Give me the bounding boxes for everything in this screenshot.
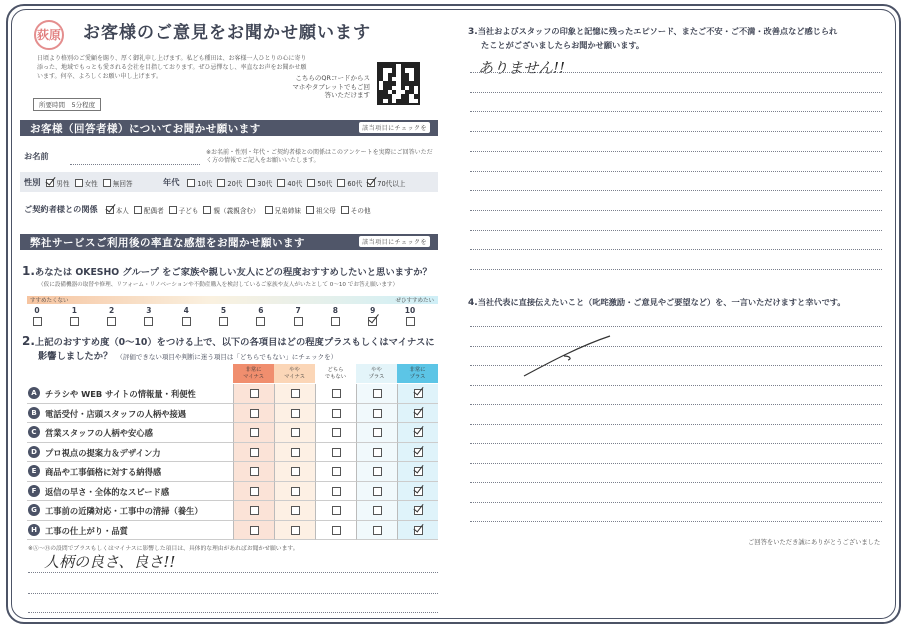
age-30s-option[interactable]: 30代 [247,178,272,188]
influence-cell [356,384,397,404]
item-letter-badge: G [28,504,40,516]
gender-row [24,177,138,188]
answer-line [470,230,882,231]
influence-cell [315,443,356,463]
checkbox[interactable] [337,179,345,187]
influence-checkbox[interactable] [291,389,300,398]
item-label: 営業スタッフの人柄や安心感 [45,428,153,438]
age-40s-option[interactable]: 40代 [277,178,302,188]
customer-section-bar [20,120,438,136]
q3-heading: 3.当社およびスタッフの印象と記憶に残ったエピソード、またご不安・ご不満・改善点など感じられ [468,26,838,37]
influence-row [27,404,438,424]
influence-checkbox[interactable] [332,487,341,496]
influence-cell [315,482,356,502]
answer-line [470,385,882,386]
customer-section-title: お客様（回答者様）についてお聞かせ願います [30,122,261,135]
influence-cell [356,521,397,541]
q1-subtext: （仮に設備機器の取替や修理、リフォーム・リノベーションや不動産購入を検討しているご家族や友人がいたとして 0〜10 でお答え願います） [38,282,399,288]
scale-number: 6 [258,306,264,315]
influence-cell [233,482,274,502]
scale-checkbox-5[interactable] [219,317,228,326]
influence-checkbox[interactable] [414,467,423,476]
influence-column-header: 非常に マイナス [233,364,274,383]
checkbox[interactable] [187,179,195,187]
checkbox[interactable] [306,206,314,214]
influence-cell [274,443,315,463]
influence-checkbox[interactable] [250,428,259,437]
influence-cell [274,423,315,443]
influence-row [27,462,438,482]
item-letter-badge: A [28,387,40,399]
page-title: お客様のご意見をお聞かせ願います [83,23,371,43]
influence-column-header: やや マイナス [274,364,315,383]
item-letter-badge: E [28,465,40,477]
answer-line [470,424,882,425]
checkbox[interactable] [106,206,114,214]
gender-label: 性別 [24,177,41,187]
recommend-scale [27,296,438,328]
influence-row [27,443,438,463]
influence-cell [397,501,438,521]
scale-number: 10 [404,306,416,315]
influence-cell [274,521,315,541]
influence-checkbox[interactable] [373,506,382,515]
scale-number: 1 [71,306,77,315]
influence-checkbox[interactable] [250,506,259,515]
answer-line [470,190,882,191]
thanks-message: ご回答をいただき誠にありがとうございました [748,539,881,546]
checkbox[interactable] [134,206,142,214]
reason-note: ※Ⓐ〜Ⓗの設問でプラスもしくはマイナスに影響した項目は、具体的な理由があればお聞かせ願います。 [28,546,299,552]
scale-checkbox-4[interactable] [182,317,191,326]
influence-cell [233,462,274,482]
answer-line [470,249,882,250]
survey-check-note: 該当項目にチェックを [359,236,430,247]
relation-self-option[interactable]: 本人 [106,205,129,215]
influence-checkbox[interactable] [291,526,300,535]
influence-cell [233,501,274,521]
answer-line [470,463,882,464]
relation-row [24,204,376,215]
influence-cell [274,501,315,521]
relation-other-option[interactable]: その他 [341,205,371,215]
influence-cell [315,423,356,443]
scale-checkbox-1[interactable] [70,317,79,326]
age-60s-option[interactable]: 60代 [337,178,362,188]
answer-line [470,443,882,444]
scale-checkbox-6[interactable] [256,317,265,326]
q3-answer: ありません!! [478,59,566,77]
influence-checkbox[interactable] [250,448,259,457]
influence-checkbox[interactable] [291,409,300,418]
influence-checkbox[interactable] [291,467,300,476]
influence-column-header: どちら でもない [315,364,356,383]
reason-line-1 [28,572,438,573]
item-letter-badge: H [28,524,40,536]
scale-number: 5 [220,306,227,315]
influence-cell [274,462,315,482]
checkbox[interactable] [203,206,211,214]
checkbox[interactable] [103,179,111,187]
influence-cell [274,482,315,502]
reason-answer: 人柄の良さ、良さ!! [44,553,176,571]
gender-male-option[interactable]: 男性 [46,178,69,188]
age-row [163,177,410,188]
qr-instruction: こちらのQRコードからスマホやタブレットでもご回答いただけます [292,74,370,99]
scale-number: 8 [332,306,338,315]
name-label: お名前 [24,151,49,161]
item-label: 工事の仕上がり・品質 [45,525,128,536]
age-20s-option[interactable]: 20代 [217,178,242,188]
influence-checkbox[interactable] [332,409,341,418]
item-letter-badge: B [28,407,40,419]
age-70s-option[interactable]: 70代以上 [367,178,405,188]
relation-sibling-option[interactable]: 兄弟姉妹 [265,205,301,215]
influence-checkbox[interactable] [332,389,341,398]
influence-checkbox[interactable] [332,526,341,535]
influence-checkbox[interactable] [332,448,341,457]
influence-checkbox[interactable] [332,506,341,515]
scale-checkbox-10[interactable] [406,317,415,326]
influence-checkbox[interactable] [291,448,300,457]
answer-line [470,326,882,327]
scale-checkbox-9[interactable] [368,317,377,326]
influence-checkbox[interactable] [373,526,382,535]
influence-cell [356,404,397,424]
item-label: 商品や工事価格に対する納得感 [45,467,162,477]
qr-code-icon[interactable] [377,62,420,105]
item-label: プロ視点の提案力＆デザイン力 [45,447,161,458]
checkbox[interactable] [169,206,177,214]
checkbox[interactable] [75,179,83,187]
checkbox[interactable] [46,179,54,187]
influence-row [27,521,438,541]
scale-checkbox-8[interactable] [331,317,340,326]
influence-cell [397,384,438,404]
checkbox[interactable] [307,179,315,187]
name-answer-line [70,164,200,165]
survey-section-bar [20,234,438,250]
influence-cell [397,482,438,502]
reason-line-2 [28,593,438,594]
checkbox[interactable] [341,206,349,214]
q4-pen-stroke [520,332,615,380]
influence-checkbox[interactable] [414,487,423,496]
answer-line [470,92,882,93]
influence-checkbox[interactable] [373,409,382,418]
scale-number: 3 [146,306,152,315]
influence-checkbox[interactable] [373,487,382,496]
influence-checkbox[interactable] [414,506,423,515]
influence-cell [274,384,315,404]
influence-checkbox[interactable] [332,428,341,437]
gender-none-option[interactable]: 無回答 [103,178,133,188]
influence-checkbox[interactable] [332,467,341,476]
scale-number: 9 [370,306,376,315]
influence-checkbox[interactable] [373,467,382,476]
q3-heading-line2: たことがございましたらお聞かせ願います。 [481,40,645,50]
influence-cell [233,384,274,404]
checkbox[interactable] [277,179,285,187]
influence-cell [397,521,438,541]
influence-checkbox[interactable] [250,526,259,535]
influence-cell [315,384,356,404]
answer-line [470,131,882,132]
influence-cell [233,521,274,541]
scale-checkbox-3[interactable] [144,317,153,326]
checkbox[interactable] [367,179,375,187]
intro-text: 日頃より格別のご愛顧を賜り、厚く御礼申し上げます。私ども種田は、お客様一人ひとりの心に寄り添った、地域でもっとも愛される会社を目指しております。ぜひ忌憚なし、率直なお声をお聞かせ願います。何卒、よろしくお願い申し上げます。 [37,55,307,81]
time-required: 所要時間 5分程度 [33,98,101,111]
influence-cell [356,423,397,443]
customer-check-note: 該当項目にチェックを [359,122,430,133]
scale-high-label: ぜひすすめたい [395,298,434,304]
relation-spouse-option[interactable]: 配偶者 [134,205,164,215]
relation-parent-option[interactable]: 親（義親含む） [203,205,259,215]
answer-line [470,210,882,211]
influence-cell [397,443,438,463]
gender-female-option[interactable]: 女性 [75,178,98,188]
reason-line-3 [28,612,438,613]
relation-label: ご契約者様との関係 [24,204,98,214]
influence-row [27,384,438,404]
answer-line [470,521,882,522]
influence-row [27,501,438,521]
q2-heading-line2: 影響しましたか？ （評価できない項目や判断に迷う項目は「どちらでもない」にチェックを） [38,351,338,362]
q4-heading: 4.当社代表に直接伝えたいこと（叱咤激励・ご意見やご要望など）を、一言いただけますと幸いです。 [468,297,846,308]
survey-section-title: 弊社サービスご利用後の率直な感想をお聞かせ願います [30,236,305,249]
checkbox[interactable] [247,179,255,187]
answer-line [470,171,882,172]
item-label: 返信の早さ・全体的なスピード感 [45,486,170,497]
influence-checkbox[interactable] [414,428,423,437]
influence-cell [356,462,397,482]
influence-checkbox[interactable] [250,409,259,418]
item-letter-badge: F [28,485,40,497]
scale-number: 4 [183,306,189,315]
q1-heading: 1.あなたは OKESHO グループ をご家族や親しい友人にどの程度おすすめしたいと思いますか？ [22,264,432,278]
influence-cell [397,404,438,424]
q2-heading: 2.上記のおすすめ度（0〜10）をつける上で、以下の各項目はどの程度プラスもしくはマイナスに [22,334,435,348]
scale-low-label: すすめたくない [30,298,69,304]
company-stamp: 荻原 [34,20,64,50]
scale-number: 2 [108,306,115,315]
influence-checkbox[interactable] [250,487,259,496]
influence-cell [315,501,356,521]
influence-checkbox[interactable] [250,467,259,476]
influence-cell [233,423,274,443]
influence-checkbox[interactable] [291,487,300,496]
influence-checkbox[interactable] [414,389,423,398]
answer-line [470,482,882,483]
item-label: 電話受付・店頭スタッフの人柄や接遇 [45,408,187,419]
checkbox[interactable] [217,179,225,187]
influence-cell [315,404,356,424]
scale-gradient-bar [27,296,438,304]
influence-cell [315,521,356,541]
age-label: 年代 [163,177,180,187]
answer-line [470,72,882,73]
answer-line [470,404,882,405]
item-label: 工事前の近隣対応・工事中の清掃（養生） [45,506,203,516]
scale-checkbox-7[interactable] [294,317,303,326]
influence-row [27,423,438,443]
answer-line [470,269,882,270]
influence-checkbox[interactable] [291,506,300,515]
influence-cell [233,404,274,424]
scale-checkbox-0[interactable] [33,317,42,326]
answer-line [470,502,882,503]
influence-column-header: やや プラス [356,364,397,383]
item-label: チラシや WEB サイトの情報量・利便性 [45,389,196,399]
influence-row [27,482,438,502]
influence-cell [397,423,438,443]
scale-checkbox-2[interactable] [107,317,116,326]
influence-column-header: 非常に プラス [397,364,438,383]
scale-number: 7 [295,306,301,315]
relation-child-option[interactable]: 子ども [169,205,199,215]
influence-cell [356,443,397,463]
influence-checkbox[interactable] [250,389,259,398]
influence-cell [274,404,315,424]
answer-line [470,111,882,112]
item-letter-badge: C [28,426,40,438]
influence-checkbox[interactable] [373,428,382,437]
influence-grid [27,364,438,536]
name-note: ※お名前・性別・年代・ご契約者様との関係はこのアンケートを実際にご回答いただく方の情報でご記入をお願いいたします。 [206,149,433,164]
influence-checkbox[interactable] [373,448,382,457]
scale-number: 0 [34,306,40,315]
influence-cell [356,482,397,502]
relation-grandparent-option[interactable]: 祖父母 [306,205,336,215]
checkbox[interactable] [265,206,273,214]
influence-cell [397,462,438,482]
influence-cell [233,443,274,463]
influence-checkbox[interactable] [373,389,382,398]
influence-checkbox[interactable] [414,526,423,535]
age-50s-option[interactable]: 50代 [307,178,332,188]
influence-checkbox[interactable] [414,448,423,457]
item-letter-badge: D [28,446,40,458]
influence-checkbox[interactable] [414,409,423,418]
answer-line [470,151,882,152]
age-10s-option[interactable]: 10代 [187,178,212,188]
influence-checkbox[interactable] [291,428,300,437]
influence-cell [315,462,356,482]
influence-cell [356,501,397,521]
